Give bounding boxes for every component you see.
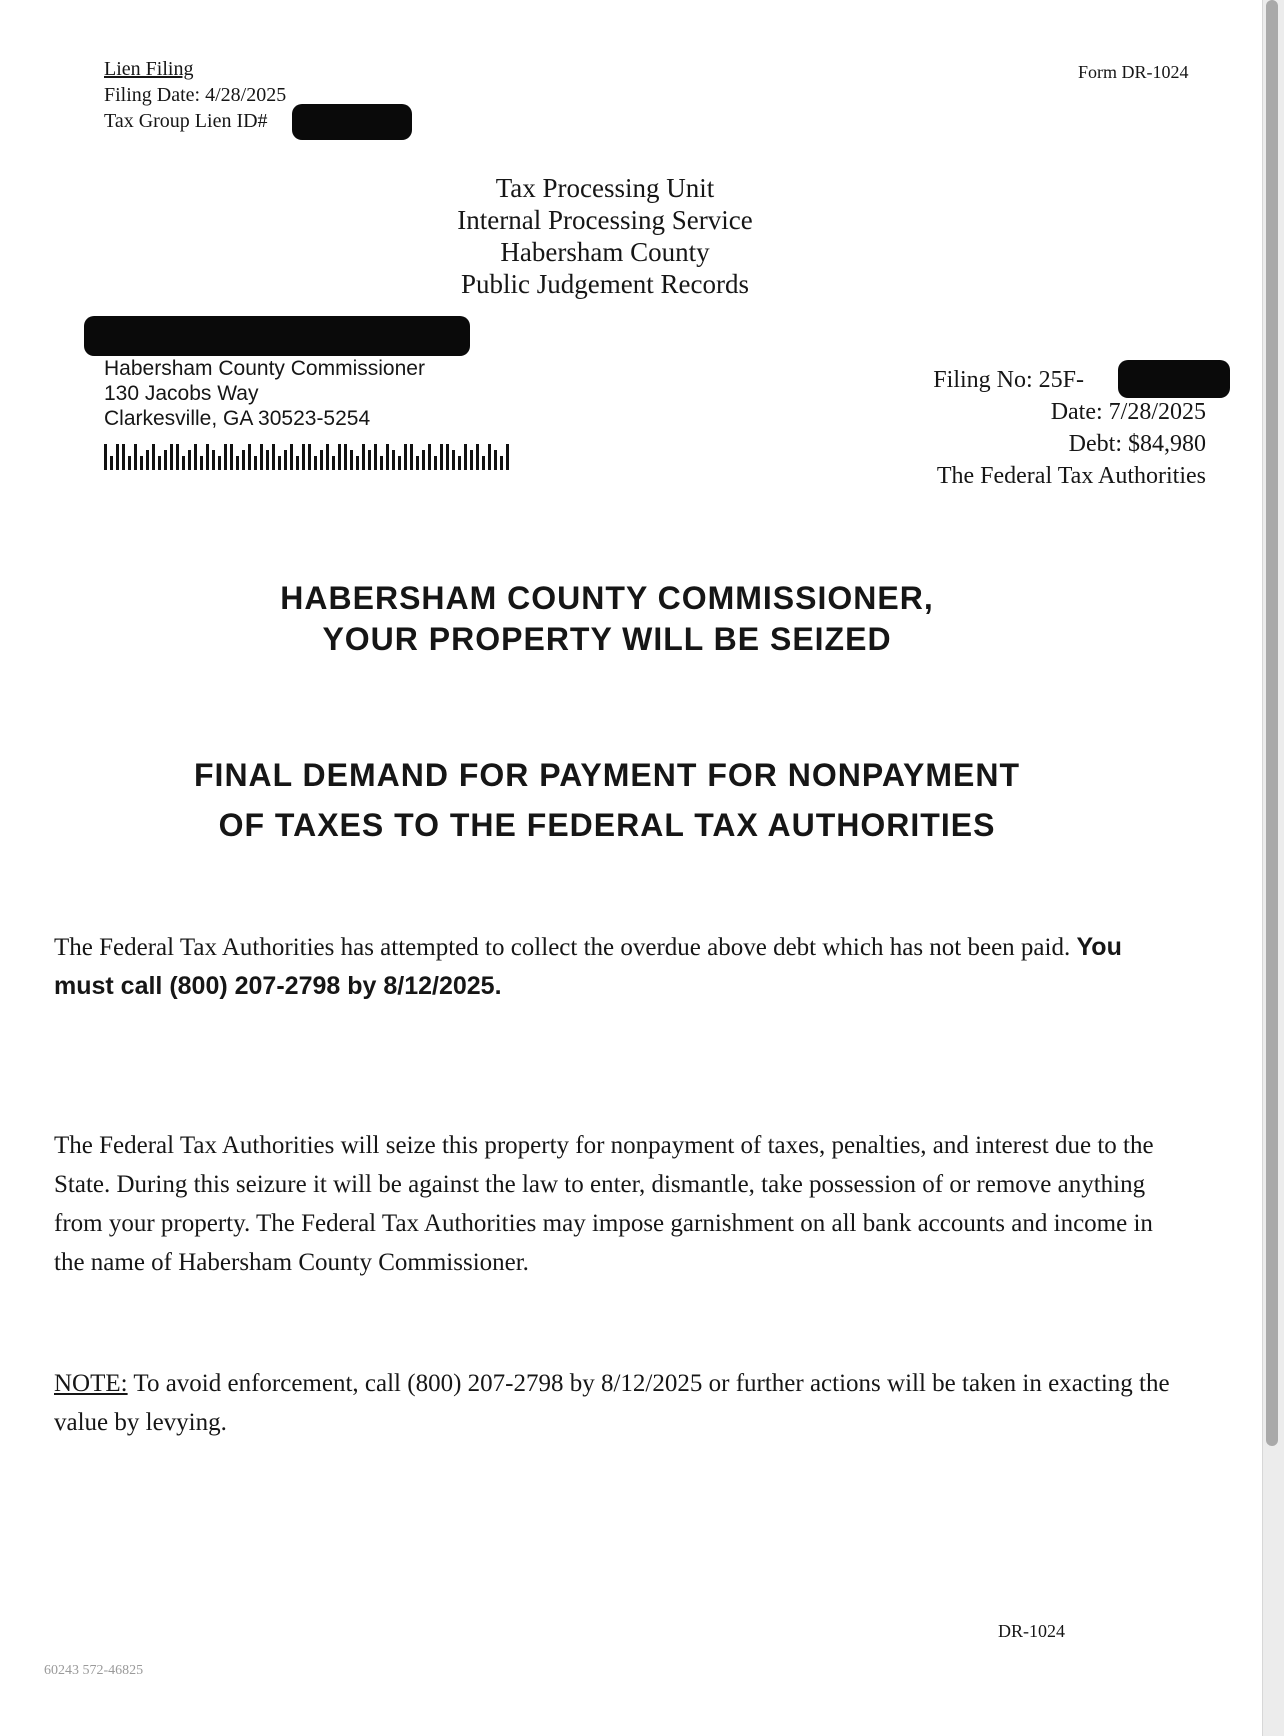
agency-block	[430, 172, 780, 300]
call-deadline-bold: You must call (800) 207-2798 by 8/12/2025.	[54, 933, 1122, 1000]
debt-amount: Debt: $84,980	[1068, 431, 1206, 457]
recipient-address	[104, 356, 425, 431]
lien-info-block	[104, 56, 286, 134]
agency-line-3: Habersham County	[500, 237, 710, 267]
postal-barcode	[104, 444, 509, 470]
redaction-recipient	[84, 316, 470, 356]
lien-id-label: Tax Group Lien ID#	[104, 110, 268, 132]
filing-date-right: Date: 7/28/2025	[1050, 399, 1206, 425]
agency-line-1: Tax Processing Unit	[495, 173, 715, 203]
recipient-city: Clarkesville, GA 30523-5254	[104, 407, 371, 430]
debt-notice-text: The Federal Tax Authorities has attempted to collect the overdue above debt which has not been paid.	[54, 934, 1071, 961]
recipient-name: Habersham County Commissioner	[104, 357, 425, 380]
headline-line-4: OF TAXES TO THE FEDERAL TAX AUTHORITIES	[218, 807, 996, 843]
agency-line-4: Public Judgement Records	[461, 269, 749, 299]
agency-line-2: Internal Processing Service	[457, 205, 753, 235]
authority-name: The Federal Tax Authorities	[936, 463, 1206, 489]
redaction-lien-id	[292, 104, 412, 140]
paragraph-note	[54, 1364, 1174, 1442]
paragraph-seizure: The Federal Tax Authorities will seize this property for nonpayment of taxes, penalties, and interest due to the State. During this seizure it will be against the law to enter, dismantle, take possession of or remove anything from your property. The Federal Tax Authorities may impose garnishment on all bank accounts and income in the name of Habersham County Commissioner.	[54, 1132, 1154, 1276]
final-demand-headline	[0, 750, 1214, 850]
redaction-filing-number	[1118, 360, 1230, 398]
filing-date: Filing Date: 4/28/2025	[104, 84, 287, 106]
note-text: To avoid enforcement, call (800) 207-2798 by 8/12/2025 or further actions will be taken in exacting the value by levying.	[54, 1370, 1170, 1436]
filing-number: Filing No: 25F-	[933, 367, 1084, 393]
form-number-top: Form DR-1024	[1078, 62, 1189, 82]
headline-line-3: FINAL DEMAND FOR PAYMENT FOR NONPAYMENT	[194, 757, 1020, 793]
footer-code: 60243 572-46825	[44, 1663, 144, 1678]
seizure-headline	[0, 578, 1214, 660]
scrollbar-thumb[interactable]	[1266, 0, 1278, 1446]
headline-line-1: HABERSHAM COUNTY COMMISSIONER,	[280, 580, 934, 616]
recipient-street: 130 Jacobs Way	[104, 382, 259, 405]
form-number-bottom: DR-1024	[998, 1621, 1065, 1641]
lien-filing-title: Lien Filing	[104, 58, 194, 80]
paragraph-debt-notice	[54, 928, 1174, 1006]
note-label: NOTE:	[54, 1370, 128, 1397]
headline-line-2: YOUR PROPERTY WILL BE SEIZED	[322, 621, 892, 657]
